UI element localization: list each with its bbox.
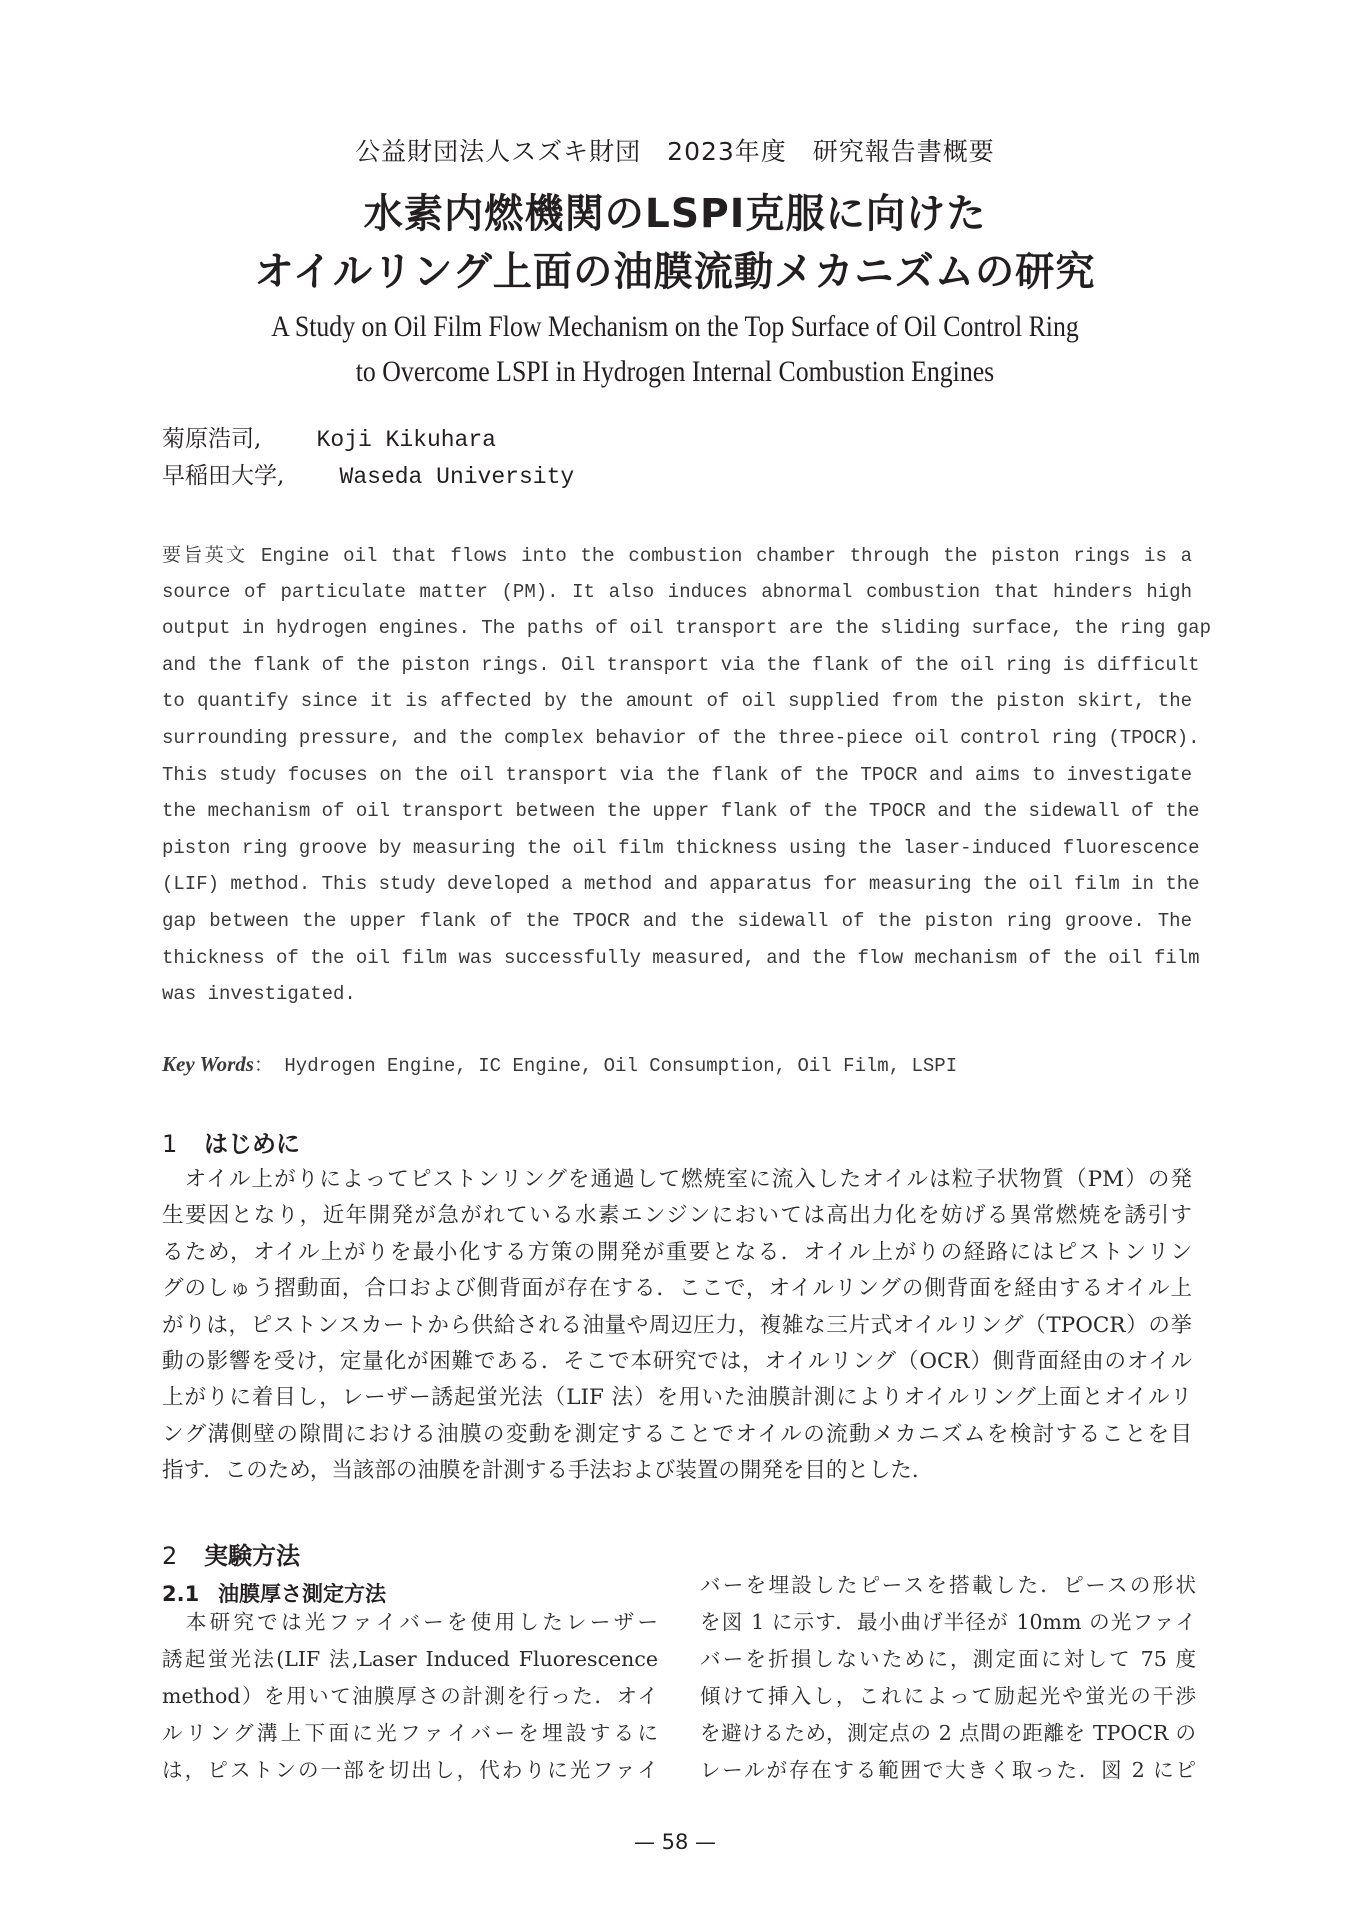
author-line: [162, 420, 496, 453]
body-line: を図 1 に示す．最小曲げ半径が 10mm の光ファイ: [700, 1610, 1196, 1634]
body-line: バーを埋設したピースを搭載した．ピースの形状: [700, 1573, 1196, 1597]
section-number: 2: [162, 1542, 178, 1570]
body-line: は，ピストンの一部を切出し，代わりに光ファイ: [162, 1758, 658, 1782]
japanese-title-line-2: オイルリング上面の油膜流動メカニズムの研究: [254, 249, 1096, 295]
abstract-line: the mechanism of oil transport between the upper flank of the TPOCR and the sidewall of the: [162, 800, 1200, 823]
author-name-en: Koji Kikuhara: [316, 427, 496, 453]
body-line: 指す．このため，当該部の油膜を計測する手法および装置の開発を目的とした．: [162, 1458, 934, 1484]
body-line: レールが存在する範囲で大きく取った．図 2 にピ: [700, 1758, 1196, 1782]
report-header: 公益財団法人スズキ財団 2023年度 研究報告書概要: [355, 137, 995, 166]
body-line: 傾けて挿入し，これによって励起光や蛍光の干渉: [700, 1684, 1196, 1708]
body-line: るため，オイル上がりを最小化する方策の開発が重要となる．オイル上がりの経路にはピストンリン: [162, 1239, 1192, 1265]
section-1-heading: [162, 1124, 300, 1159]
abstract-line: and the flank of the piston rings. Oil transport via the flank of the oil ring is difficult: [162, 653, 1200, 676]
body-line: がりは，ピストンスカートから供給される油量や周辺圧力，複雑な三片式オイルリング（TPOCR）の挙: [162, 1312, 1192, 1338]
section-1-body: [162, 1162, 1192, 1490]
body-line: オイル上がりによってピストンリングを通過して燃焼室に流入したオイルは粒子状物質（PM）の発: [162, 1167, 1192, 1192]
body-line: グのしゅう摺動面，合口および側背面が存在する．ここで，オイルリングの側背面を経由するオイル上: [162, 1276, 1192, 1302]
body-line: 上がりに着目し，レーザー誘起蛍光法（LIF 法）を用いた油膜計測によりオイルリング上面とオイルリ: [162, 1385, 1192, 1411]
abstract-line: surrounding pressure, and the complex behavior of the three-piece oil control ring (TPOCR).: [162, 726, 1200, 749]
abstract-label: 要旨英文: [162, 544, 248, 566]
body-line: 誘起蛍光法(LIF 法,Laser Induced Fluorescence: [162, 1647, 658, 1671]
section-title: 実験方法: [204, 1542, 300, 1570]
keywords: [162, 1050, 957, 1077]
abstract-line: piston ring groove by measuring the oil film thickness using the laser-induced fluorescence: [162, 836, 1200, 859]
keywords-separator: ：: [253, 1055, 273, 1077]
section-2-heading: [162, 1536, 300, 1571]
abstract-text: Engine oil that flows into the combustion chamber through the piston rings is a: [261, 545, 1192, 567]
affiliation-jp: 早稲田大学,: [162, 463, 285, 489]
body-line: ルリング溝上下面に光ファイバーを埋設するに: [162, 1721, 658, 1745]
abstract-line: output in hydrogen engines. The paths of oil transport are the sliding surface, the ring gap: [162, 617, 1211, 640]
keywords-label: Key Words: [162, 1052, 254, 1076]
abstract-line: thickness of the oil film was successfully measured, and the flow mechanism of the oil film: [162, 946, 1200, 969]
left-column: [162, 1604, 658, 1789]
body-line: method）を用いて油膜厚さの計測を行った．オイ: [162, 1684, 658, 1708]
abstract-line: was investigated.: [162, 983, 356, 1006]
author-name-jp: 菊原浩司,: [162, 426, 262, 452]
affiliation-en: Waseda University: [339, 464, 575, 490]
abstract-line: to quantify since it is affected by the amount of oil supplied from the piston skirt, the: [162, 690, 1192, 713]
body-line: を避けるため，測定点の 2 点間の距離を TPOCR の: [700, 1721, 1196, 1745]
body-line: バーを折損しないために，測定面に対して 75 度: [700, 1647, 1196, 1671]
abstract-line: (LIF) method. This study developed a method and apparatus for measuring the oil film in the: [162, 873, 1200, 896]
subsection-title: 油膜厚さ測定方法: [218, 1582, 386, 1606]
abstract: [162, 537, 1211, 1013]
affiliation-line: [162, 457, 574, 490]
subsection-number: 2.1: [162, 1582, 200, 1606]
abstract-line: source of particulate matter (PM). It also induces abnormal combustion that hinders high: [162, 580, 1192, 603]
body-line: ング溝側壁の隙間における油膜の変動を測定することでオイルの流動メカニズムを検討することを目: [162, 1421, 1192, 1447]
section-title: はじめに: [204, 1130, 300, 1158]
body-line: 動の影響を受け，定量化が困難である．そこで本研究では，オイルリング（OCR）側背面経由のオイル: [162, 1348, 1192, 1374]
right-column: [700, 1567, 1196, 1789]
abstract-line: [162, 537, 1192, 574]
abstract-line: gap between the upper flank of the TPOCR and the sidewall of the piston ring groove. The: [162, 909, 1192, 932]
body-line: 生要因となり，近年開発が急がれている水素エンジンにおいては高出力化を妨げる異常燃焼を誘引す: [162, 1203, 1192, 1229]
english-title-line-1: A Study on Oil Film Flow Mechanism on the Top Surface of Oil Control Ring: [271, 310, 1079, 343]
english-title-line-2: to Overcome LSPI in Hydrogen Internal Combustion Engines: [355, 355, 995, 388]
page-number: — 58 —: [633, 1830, 717, 1854]
abstract-line: This study focuses on the oil transport via the flank of the TPOCR and aims to investigate: [162, 763, 1192, 786]
japanese-title-line-1: 水素内燃機関のLSPI克服に向けた: [363, 191, 987, 237]
body-line: 本研究では光ファイバーを使用したレーザー: [162, 1610, 658, 1634]
section-number: 1: [162, 1130, 178, 1158]
keywords-value: Hydrogen Engine, IC Engine, Oil Consumption, Oil Film, LSPI: [284, 1055, 958, 1077]
